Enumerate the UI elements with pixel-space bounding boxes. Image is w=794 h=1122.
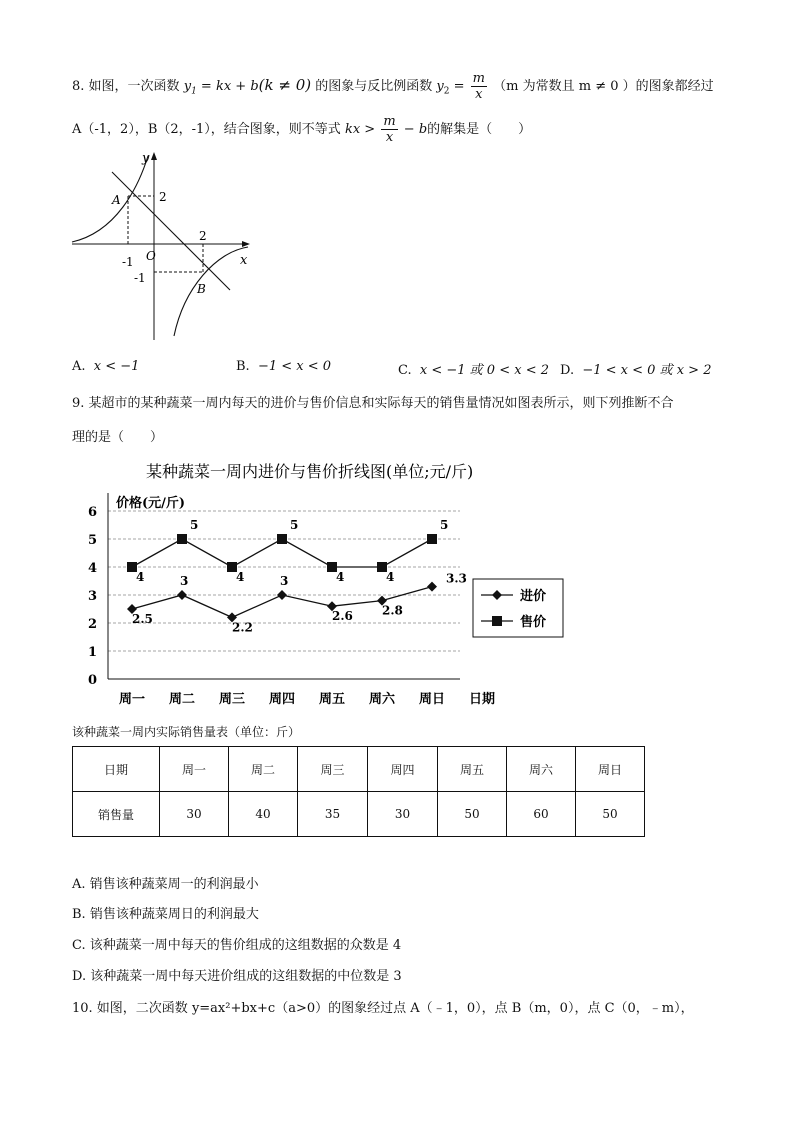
q8-line-1 xyxy=(72,72,714,101)
hyperbola-right-branch xyxy=(174,247,248,336)
table-cell: 周六 xyxy=(507,747,576,792)
data-label: 3 xyxy=(180,574,189,588)
x-tick-label: 周四 xyxy=(268,692,296,707)
q8-frac-den: x xyxy=(475,87,483,102)
origin-label: O xyxy=(146,249,156,263)
q8-y2-sub: 2 xyxy=(443,86,450,97)
q8-cond2: （m 为常数且 m ≠ 0 ）的图象都经过 xyxy=(493,79,714,94)
data-label: 2.2 xyxy=(232,620,253,635)
x-axis-arrow xyxy=(242,241,250,247)
y-tick-label: 1 xyxy=(88,645,98,660)
q8-frac-num: m xyxy=(472,71,485,86)
q8-option-c-text: x < −1 或 0 < x < 2 xyxy=(419,363,549,378)
q8-ineq-fraction xyxy=(381,115,397,144)
data-label: 5 xyxy=(290,518,299,532)
sales-table xyxy=(72,746,645,837)
x-tick-label: 周三 xyxy=(218,692,246,707)
table-cell: 周三 xyxy=(298,747,368,792)
tick-x-minus1: -1 xyxy=(122,255,134,269)
q8-fraction xyxy=(471,72,487,101)
data-label: 2.5 xyxy=(132,612,153,626)
chart-xlabel: 日期 xyxy=(469,692,496,707)
x-tick-label: 周一 xyxy=(118,692,146,707)
data-label: 2.8 xyxy=(382,603,403,618)
x-tick-label: 周日 xyxy=(418,692,446,707)
data-label: 4 xyxy=(136,570,145,584)
q8-option-b-text: −1 < x < 0 xyxy=(257,359,332,374)
q8-text-1: 如图，一次函数 xyxy=(88,79,180,94)
legend-square-marker xyxy=(492,616,502,626)
data-label: 5 xyxy=(440,518,449,532)
table-cell: 35 xyxy=(298,792,368,837)
point-b-label: B xyxy=(197,282,206,296)
y-axis-label: y xyxy=(142,151,150,166)
table-cell: 周日 xyxy=(576,747,645,792)
table-cell: 周五 xyxy=(438,747,507,792)
q8-number: 8. xyxy=(72,79,85,94)
table-cell: 周四 xyxy=(368,747,438,792)
data-label: 4 xyxy=(336,570,345,584)
sale-price-marker xyxy=(427,534,437,544)
y-tick-label: 5 xyxy=(88,533,98,548)
y-tick-label: 0 xyxy=(88,673,98,688)
q8-option-a-text: x < −1 xyxy=(93,359,140,374)
q8-option-c[interactable] xyxy=(398,359,549,378)
table-cell: 30 xyxy=(368,792,438,837)
table-row xyxy=(73,792,645,837)
q8-option-b[interactable] xyxy=(236,359,331,374)
q8-option-a[interactable] xyxy=(72,359,139,374)
q9-option-b[interactable]: B. 销售该种蔬菜周日的利润最大 xyxy=(72,907,259,922)
q8-ineq-right: − b xyxy=(399,122,428,137)
data-label: 4 xyxy=(236,570,245,584)
table-cell: 40 xyxy=(229,792,298,837)
q8-option-a-label: A. xyxy=(72,359,86,374)
cost-price-marker xyxy=(277,590,287,600)
table-header-row xyxy=(73,747,645,792)
q10-line-1: 10. 如图，二次函数 y=ax²+bx+c（a>0）的图象经过点 A（﹣1，0），点 B（m，0），点 C（0，﹣m）， xyxy=(72,1001,694,1016)
q8-option-c-label: C. xyxy=(398,363,412,378)
q8-y1: y xyxy=(183,79,192,94)
table-cell: 60 xyxy=(507,792,576,837)
q9-option-d[interactable]: D. 该种蔬菜一周中每天进价组成的这组数据的中位数是 3 xyxy=(72,969,402,984)
table-cell: 50 xyxy=(438,792,507,837)
x-axis-label: x xyxy=(240,253,248,268)
chart-ylabel: 价格(元/斤) xyxy=(116,496,186,511)
chart-title: 某种蔬菜一周内进价与售价折线图(单位;元/斤) xyxy=(146,462,474,481)
q8-line2-a: A（-1，2），B（2，-1），结合图象，则不等式 xyxy=(72,122,341,137)
q8-y1-sub: 1 xyxy=(191,86,197,97)
data-label: 3 xyxy=(280,574,289,588)
point-a-label: A xyxy=(112,193,121,207)
q8-option-d[interactable] xyxy=(560,359,711,378)
q8-ineq-num: m xyxy=(383,114,396,129)
q8-eq-sign: = xyxy=(449,79,469,94)
q8-cond1: (k ≠ 0) xyxy=(258,76,312,94)
q8-option-b-label: B. xyxy=(236,359,250,374)
q8-ineq-den: x xyxy=(385,130,394,145)
tick-y-2: 2 xyxy=(159,190,167,204)
legend-label: 售价 xyxy=(520,615,547,630)
legend-box xyxy=(473,579,563,637)
q8-option-d-label: D. xyxy=(560,363,575,378)
data-label: 2.6 xyxy=(332,609,353,624)
x-tick-label: 周二 xyxy=(168,692,196,707)
sale-price-marker xyxy=(177,534,187,544)
q9-option-a[interactable]: A. 销售该种蔬菜周一的利润最小 xyxy=(72,877,259,892)
price-line-chart xyxy=(80,455,580,715)
y-tick-label: 6 xyxy=(88,505,98,520)
data-label: 3.3 xyxy=(446,571,467,586)
table-cell: 50 xyxy=(576,792,645,837)
q8-text-2: 的图象与反比例函数 xyxy=(315,79,433,94)
legend-label: 进价 xyxy=(520,589,547,604)
tick-y-minus1: -1 xyxy=(134,271,146,285)
y-tick-label: 4 xyxy=(88,561,98,576)
q8-y2: y xyxy=(436,79,444,94)
table-cell: 销售量 xyxy=(73,792,160,837)
q8-ineq-left: kx > xyxy=(344,122,380,137)
table-cell: 周一 xyxy=(160,747,229,792)
sale-price-marker xyxy=(277,534,287,544)
table-caption: 该种蔬菜一周内实际销售量表（单位：斤） xyxy=(72,725,301,739)
cost-price-marker xyxy=(177,590,187,600)
hyperbola-left-branch xyxy=(72,156,148,242)
table-cell: 周二 xyxy=(229,747,298,792)
tick-x-2: 2 xyxy=(199,229,207,243)
q8-function-graph xyxy=(66,148,266,348)
y-tick-label: 3 xyxy=(88,589,98,604)
q9-option-c[interactable]: C. 该种蔬菜一周中每天的售价组成的这组数据的众数是 4 xyxy=(72,938,402,953)
q9-line-1: 9. 某超市的某种蔬菜一周内每天的进价与售价信息和实际每天的销售量情况如图表所示，则下列推断不合 xyxy=(72,396,674,411)
table-cell: 日期 xyxy=(73,747,160,792)
y-tick-label: 2 xyxy=(88,617,98,632)
x-tick-label: 周五 xyxy=(318,692,346,707)
q8-option-d-text: −1 < x < 0 或 x > 2 xyxy=(582,363,712,378)
y-axis-arrow xyxy=(151,152,157,160)
data-label: 4 xyxy=(386,570,395,584)
table-cell: 30 xyxy=(160,792,229,837)
x-tick-label: 周六 xyxy=(368,692,396,707)
q8-eq1: = kx + b xyxy=(196,79,259,94)
q8-line-2 xyxy=(72,115,531,144)
data-label: 5 xyxy=(190,518,199,532)
q8-line2-b: 的解集是（ ） xyxy=(427,122,532,137)
q9-line-2: 理的是（ ） xyxy=(72,430,164,445)
cost-price-marker xyxy=(427,582,437,592)
